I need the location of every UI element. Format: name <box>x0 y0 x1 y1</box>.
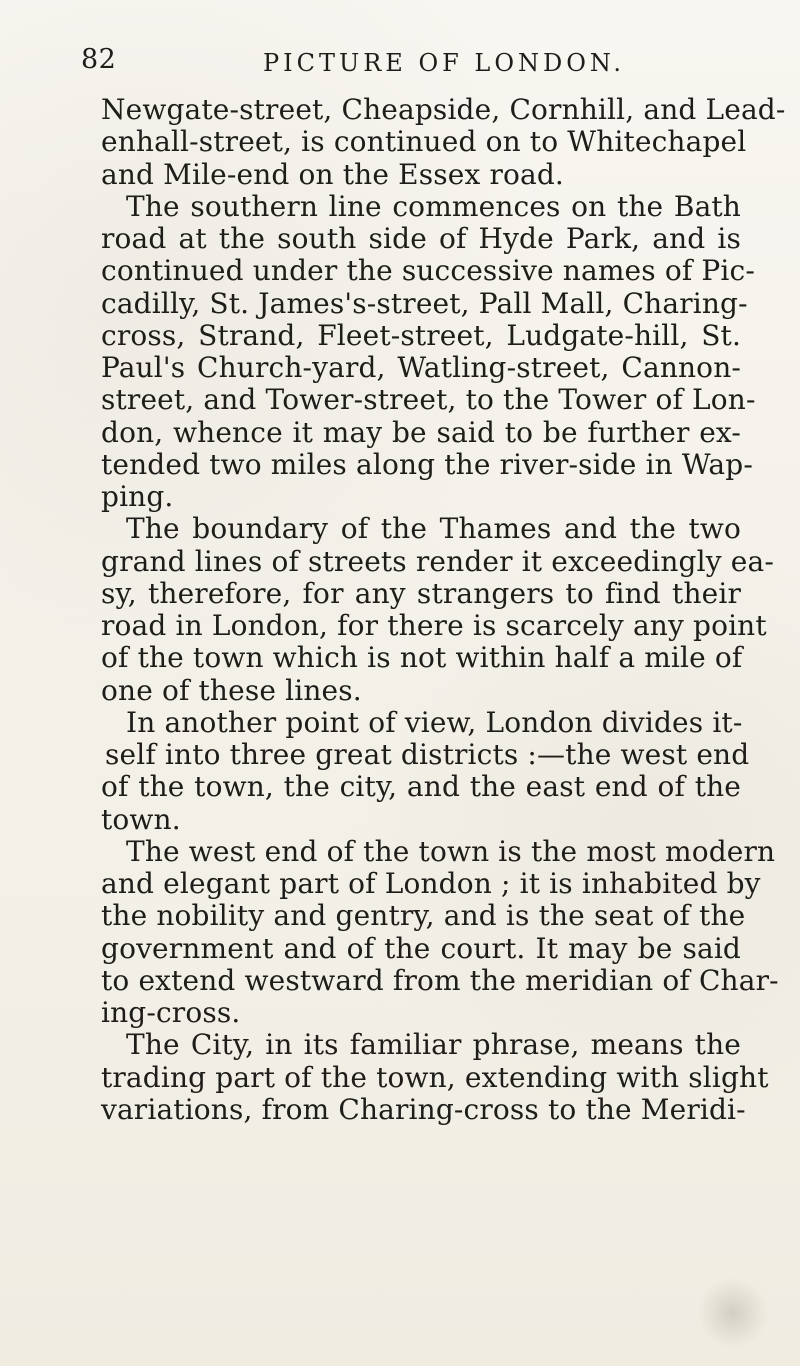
body-text <box>101 93 786 1126</box>
text-line: tended two miles along the river-side in Wap- <box>101 447 753 481</box>
text-line: grand lines of streets render it exceedingly ea- <box>101 544 774 578</box>
text-line: In another point of view, London divides it- <box>126 705 743 739</box>
text-line: The boundary of the Thames and the two <box>126 512 741 546</box>
text-line: cadilly, St. James's-street, Pall Mall, Charing- <box>101 286 748 320</box>
text-line: one of these lines. <box>101 673 362 707</box>
page-number: 82 <box>81 44 117 75</box>
text-line: The City, in its familiar phrase, means the <box>126 1028 741 1062</box>
text-line: of the town, the city, and the east end of the <box>101 770 741 804</box>
running-head: PICTURE OF LONDON. <box>263 49 626 77</box>
ink-spot <box>698 1278 768 1348</box>
text-line: the nobility and gentry, and is the seat of the <box>101 899 746 933</box>
text-line: sy, therefore, for any strangers to find their <box>101 576 741 610</box>
text-line: government and of the court. It may be said <box>101 931 741 965</box>
text-line: road at the south side of Hyde Park, and is <box>101 222 741 255</box>
text-line: of the town which is not within half a mile of <box>101 641 743 675</box>
text-line: don, whence it may be said to be further ex- <box>101 415 741 449</box>
text-line: The southern line commences on the Bath <box>126 189 741 223</box>
text-line: enhall-street, is continued on to Whitechapel <box>101 125 747 159</box>
text-line: road in London, for there is scarcely any point <box>101 609 767 642</box>
text-line: and elegant part of London ; it is inhabited by <box>101 867 761 900</box>
text-line: street, and Tower-street, to the Tower of Lon- <box>101 383 756 417</box>
text-line: and Mile-end on the Essex road. <box>101 157 564 191</box>
text-line: Paul's Church-yard, Watling-street, Cannon- <box>101 351 741 384</box>
text-line: self into three great districts :—the west end <box>105 738 750 771</box>
text-line: trading part of the town, extending with slight <box>101 1060 769 1094</box>
text-line: to extend westward from the meridian of Char- <box>101 963 779 997</box>
text-line: Newgate-street, Cheapside, Cornhill, and Lead- <box>101 93 786 126</box>
text-line: continued under the successive names of Pic- <box>101 254 755 288</box>
text-line: ing-cross. <box>101 996 241 1029</box>
text-line: variations, from Charing-cross to the Meridi- <box>101 1092 746 1126</box>
text-line: The west end of the town is the most modern <box>126 834 776 868</box>
text-line: ping. <box>101 480 174 513</box>
text-line: town. <box>101 802 181 836</box>
text-line: cross, Strand, Fleet-street, Ludgate-hill, St. <box>101 318 741 352</box>
